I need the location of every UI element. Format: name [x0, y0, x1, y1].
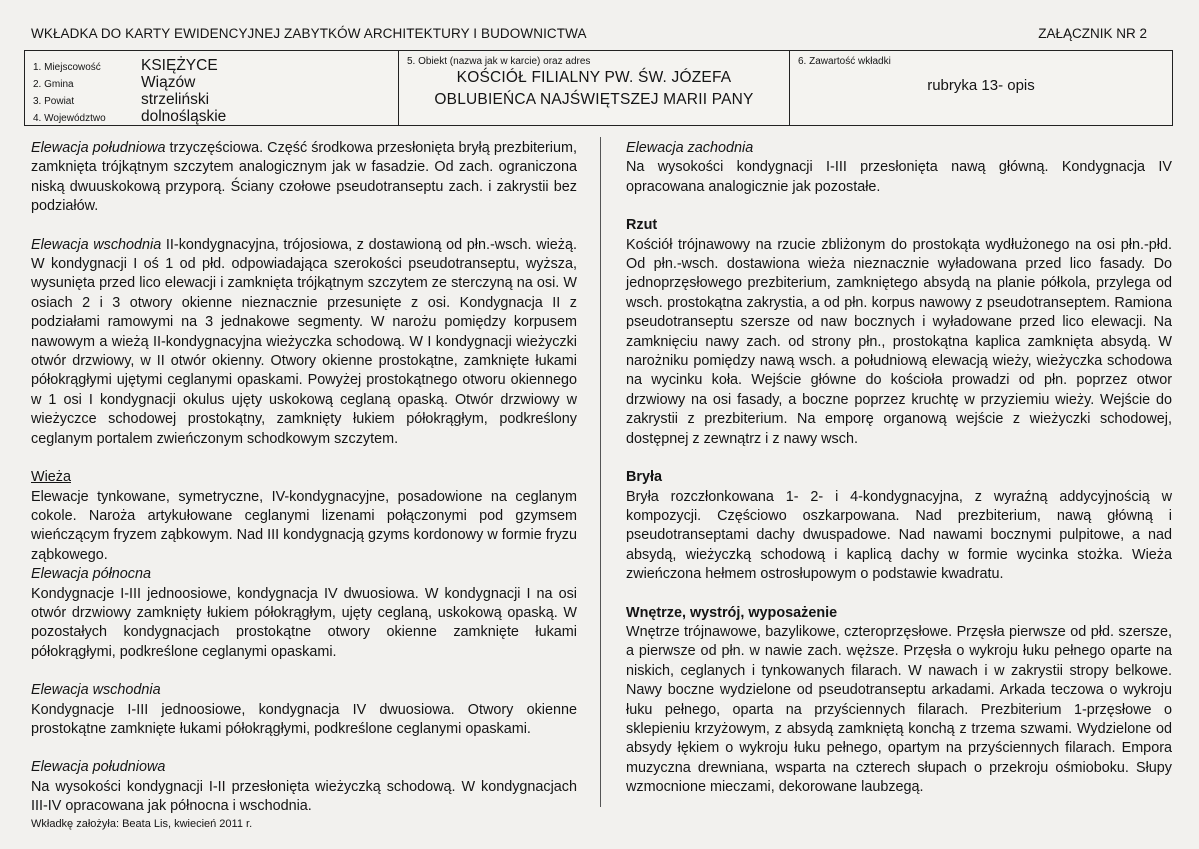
section-heading-interior: Wnętrze, wystrój, wyposażenie	[626, 604, 838, 621]
contents-section	[790, 51, 1172, 125]
paragraph-text: trzyczęściowa. Część środkowa przesłonięta bryłą prezbiterium, zamknięta trójkątnym szczytem analogicznym jak w fasadzie. Od zach. ograniczona niską dwuuskokową przyporą. Ściany czołowe pseudotranseptu zach. i zakrystii bez podziałów.	[31, 140, 577, 215]
field-value: strzeliński	[141, 91, 210, 108]
paragraph-plan: Kościół trójnawowy na rzucie zbliżonym do prostokąta wydłużonego na osi płn.-płd. Od płn.-wsch. dostawiona wieża nieznacznie wyładowana przed lico fasady. Do jednoprzęsłowego prezbiterium, zamkniętego absydą na planie półkola, przylega od wsch. prostokątna zakrystia, a od płn. korpus nawowy z pseudotranseptem. Ramiona pseudotranseptu szersze od naw bocznych i wyładowane przed lico elewacji. Na zamknięciu nawy zach. od strony płn., prostokątna kaplica zamknięta absydą. W narożniku pomiędzy nawą wsch. a południową elewacją wieży, wieżyczka schodowa na wycinku koła. Wejście główne do kościoła prowadzi od płn. poprzez otwor drzwiowy na osi fasady, a boczne poprzez kruchtę w przyziemiu wieży. Wejście do zakrystii z prezbiterium. Na emporę organową wejście z wieżyczki schodowej, dostępnej z zewnątrz i z nawy wsch.	[626, 236, 1172, 447]
annex-number: ZAŁĄCZNIK NR 2	[1038, 26, 1147, 41]
field-value: Wiązów	[141, 74, 196, 91]
location-section	[25, 51, 399, 125]
section-heading-massing: Bryła	[626, 469, 662, 486]
field-voivodeship	[33, 108, 398, 125]
subheading: Elewacja zachodnia	[626, 140, 754, 156]
field-label: 2. Gmina	[33, 79, 74, 90]
paragraph-tower-north: Kondygnacje I-III jednoosiowe, kondygnacja IV dwuosiowa. W kondygnacji I na osi otwór drzwiowy zamknięty łukiem półokrągłym, ujęty ceglaną, uskokową opaską. W pozostałych kondygnacjach prostokątne otwory okienne zamknięte łukami półokrągłymi, podkreślone ceglanymi opaskami.	[31, 585, 577, 660]
section-heading-plan: Rzut	[626, 217, 658, 234]
column-divider	[600, 137, 601, 807]
paragraph-text: II-kondygnacyjna, trójosiowa, z dostawioną od płn.-wsch. wieżą. W kondygnacji I oś 1 od płd. odpowiadająca szerokości pseudotranseptu, wyższa, wysunięta przed lico elewacji i zamknięta trójkątnym szczytem ze sterczyną na osi. W osiach 2 i 3 otwory okienne nieznacznie przesunięte z osi. Kondygnacja II z podziałami ramowymi na 3 jednakowe segmenty. W narożu pomiędzy korpusem nawowym a wieżą II-kondygnacyjna wieżyczka schodową. W I kondygnacji wieżyczki otwór drzwiowy, w II otwór okienny. Otwory okienne prostokątne, zamknięte łukami półokrągłymi ujętymi ceglanymi opaskami. Powyżej prostokątnego otworu okiennego w 1 osi I kondygnacji okulus ujęty uskokową ceglaną opaską. Otwór drzwiowy w wieżyczce schodowej prostokątny, zamknięty łukiem półokrągłym, podkreślony ceglanym portalem zwieńczonym schodkowym szczytem.	[31, 236, 577, 447]
contents-value: rubryka 13- opis	[927, 77, 1035, 94]
paragraph-interior: Wnętrze trójnawowe, bazylikowe, czteroprzęsłowe. Przęsła pierwsze od płd. szersze, a pierwsze od płn. w nawie zach. węższe. Przęsła o wykroju łuku pełnego oparte na niskich, ceglanych i tynkowanych filarach. W nawach i w zakrystii stropy belkowe. Nawy boczne wydzielone od pseudotranseptu arkadami. Arkada teczowa o wykroju łuku pełnego, oparta na przyściennych filarach. Prezbiterium 1-przęsłowe o sklepieniu krzyżowym, z absydą zamkniętą konchą z trzema szwami. Wydzielone od absydy łękiem o wykroju łuku pełnego, opartym na przyściennych filarach. Empora muzyczna drewniana, wsparta na czterech słupach o przekroju ośmioboku. Słupy wzmocnione mieczami, dekorowane laubzegą.	[626, 623, 1172, 796]
subheading: Elewacja wschodnia	[31, 682, 161, 699]
field-value: dolnośląskie	[141, 108, 227, 125]
document-title: WKŁADKA DO KARTY EWIDENCYJNEJ ZABYTKÓW ARCHITEKTURY I BUDOWNICTWA	[31, 26, 587, 41]
object-name-line1: KOŚCIÓŁ FILIALNY PW. ŚW. JÓZEFA	[456, 69, 732, 86]
paragraph-tower: Elewacje tynkowane, symetryczne, IV-kondygnacyjne, posadowione na ceglanym cokole. Naroża artykułowane ceglanymi lizenami połączonymi pod gzymsem wieńczącym fryzem ząbkowym. Nad III kondygnacją gzyms kordonowy w formie fryzu ząbkowego.	[31, 488, 577, 563]
left-column	[31, 139, 577, 817]
right-column	[626, 139, 1172, 798]
field-label: 4. Województwo	[33, 113, 106, 124]
info-box	[24, 50, 1173, 126]
subheading: Elewacja południowa	[31, 140, 166, 156]
object-name-line2: OBLUBIEŃCA NAJŚWIĘTSZEJ MARII PANY	[434, 91, 754, 108]
field-label: 3. Powiat	[33, 96, 75, 107]
object-section	[399, 51, 790, 125]
paragraph-west-elevation: Na wysokości kondygnacji I-III przesłonięta nawą główną. Kondygnacja IV opracowana analogicznie jak pozostałe.	[626, 159, 1172, 195]
paragraph-south-elevation	[31, 139, 577, 217]
object-label: 5. Obiekt (nazwa jak w karcie) oraz adres	[407, 56, 591, 67]
field-locality	[33, 57, 398, 74]
field-commune	[33, 74, 398, 91]
subheading: Elewacja wschodnia	[31, 236, 162, 253]
paragraph-massing: Bryła rozczłonkowana 1- 2- i 4-kondygnacyjna, z wyraźną addycyjnością w kompozycji. Częściowo oszkarpowana. Nad prezbiterium, nawą główną i pseudotranseptami dachy dwuspadowe. Nad nawami bocznymi pulpitowe, a nad absydą, wieżyczką schodową i kaplicą dachy w formie wycinka stożka. Wieża zwieńczona hełmem ostrosłupowym o podstawie kwadratu.	[626, 488, 1172, 583]
author-note: Wkładkę założyła: Beata Lis, kwiecień 2011 r.	[31, 818, 253, 830]
field-value: KSIĘŻYCE	[141, 57, 218, 74]
paragraph-tower-south: Na wysokości kondygnacji I-II przesłonięta wieżyczką schodową. W kondygnacjach III-IV opracowana jak północna i wschodnia.	[31, 778, 577, 815]
field-label: 1. Miejscowość	[33, 62, 101, 73]
section-heading-tower: Wieża	[31, 469, 71, 486]
subheading: Elewacja południowa	[31, 759, 166, 776]
paragraph-tower-east: Kondygnacje I-III jednoosiowe, kondygnacja IV dwuosiowa. Otwory okienne prostokątne zamknięte łukami półokrągłymi, podkreślone ceglanymi opaskami.	[31, 701, 577, 737]
paragraph-east-elevation	[31, 236, 577, 449]
subheading: Elewacja północna	[31, 566, 152, 583]
contents-label: 6. Zawartość wkładki	[798, 56, 891, 67]
field-county	[33, 91, 398, 108]
